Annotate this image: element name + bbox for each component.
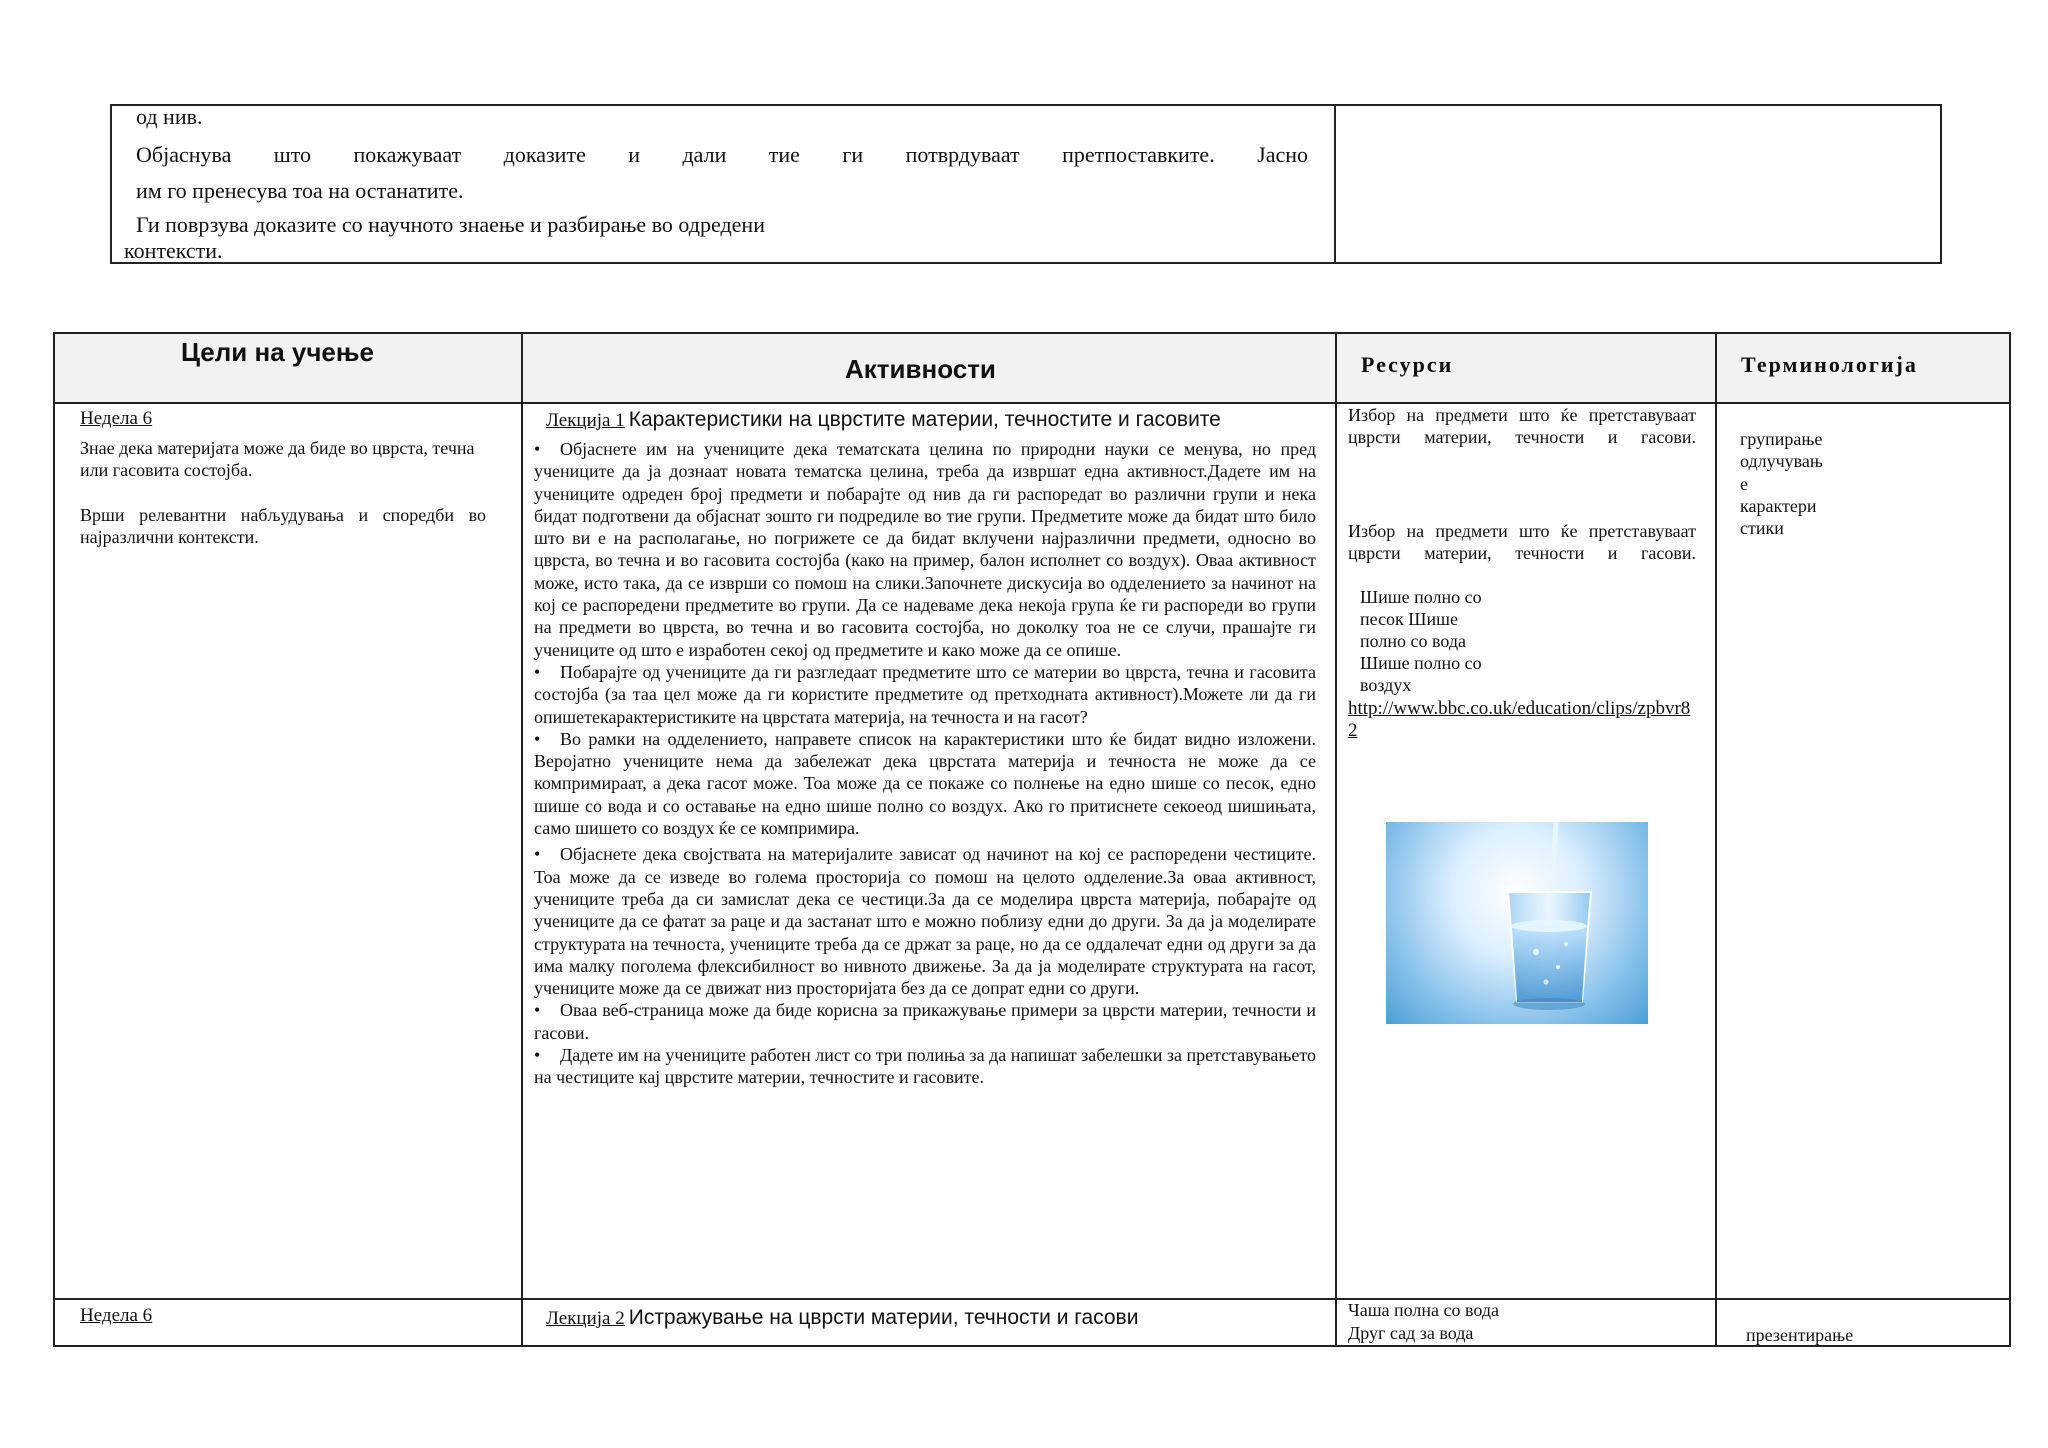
row-divider <box>55 402 2009 404</box>
header-activities: Активности <box>845 354 996 384</box>
top-box-line: Ги поврзува доказите со научното знаење и разбирање во одредени <box>136 212 765 237</box>
term-item: карактери <box>1740 495 1817 516</box>
lesson-title: Истражување на цврсти материи, течности и гасови <box>628 1306 1139 1329</box>
column-divider <box>1715 334 1717 1345</box>
resource-item: Чаша полна со вода <box>1348 1300 1500 1320</box>
goal-item: Врши релевантни набљудувања и споредби во најразлични контексти. <box>80 505 486 548</box>
header-goals: Цели на учење <box>181 337 374 367</box>
goal-item: Знае дека материјата може да биде во цврста, течна или гасовита состојба. <box>80 438 475 481</box>
activities-list <box>534 438 1316 1089</box>
activity-item: • Објаснете им на учениците дека тематската целина по природни науки се менува, но пред учениците да ја дознаат новата тематска целина, треба да извршат една активност.Дадете им на учениците одреден број предмети и побарајте од нив да ги распоредат во различни групи и нека бидат подготвени да објаснат зошто ги подредиле во тие групи. Предметите може да бидат што било што ви е на располагање, но погрижете се да бидат вклучени најразлични предмети, односно во цврста, во течна и во гасовита состојба (како на пример, балон исполнет со воздух). Оваа активност може, исто така, да се изврши со помош на слики.Започнете дискусија во одделението за начинот на кој се распоредени предметите во групи. Да се надеваме дека некоја група ќе ги распореди во групи на предмети во цврста, во течна и во гасовита состојба, но доколку тоа не се случи, прашајте ги учениците од што е изработен секој од предметите и како може да се опише. <box>534 439 1316 660</box>
top-box-line: Објаснува што покажуваат доказите и дали тие ги потврдуваат претпоставките. Јасно <box>136 142 1308 167</box>
top-box-line: им го пренесува тоа на останатите. <box>136 178 464 203</box>
resource-item: Друг сад за вода <box>1348 1323 1474 1343</box>
column-divider <box>521 334 523 1345</box>
bullet-icon: • <box>534 661 541 682</box>
activity-item: • Објаснете дека својствата на материјалите зависат од начинот на кој се распоредени честиците. Тоа може да се изведе во голема просторија со помош на целото одделение.За оваа активност, учениците треба да си замислат дека се честици.За да се моделира цврста материја, побарајте од учениците да се фатат за раце и да застанат што е можно поблизу едни до други. За да ја моделирате структурата на течноста, учениците треба да се држат за раце, но да се оддалечат едни од други за да има малку поголема флексибилност во нивното движење. За да ја моделирате структурата на гасот, учениците може да се движат низ просторијата без да се допрат едни со други. <box>534 844 1316 999</box>
resource-item: песок Шише <box>1360 609 1458 629</box>
top-box-line: од нив. <box>136 104 203 129</box>
resource-item: полно со вода <box>1360 631 1467 651</box>
term-item: е <box>1740 473 1748 494</box>
row-divider <box>55 1298 2009 1300</box>
bullet-icon: • <box>534 844 541 865</box>
bullet-icon: • <box>534 728 541 749</box>
glass-of-water-image <box>1386 822 1648 1024</box>
resource-item: Избор на предмети што ќе претставуваат цврсти материи, течности и гасови. <box>1348 405 1696 448</box>
top-continuation-box <box>110 104 1942 264</box>
bullet-icon: • <box>534 439 541 459</box>
week-label: Недела 6 <box>80 1305 153 1326</box>
activity-item: • Оваа веб-страница може да биде корисна за прикажување примери за цврсти материи, течности и гасови. <box>534 1000 1316 1043</box>
lesson-label: Лекција 1 <box>546 410 625 431</box>
term-item: презентирање <box>1746 1325 1854 1345</box>
resource-item: Шише полно со <box>1360 653 1482 673</box>
term-item: одлучувањ <box>1740 451 1823 472</box>
lesson-heading <box>546 408 1221 432</box>
week-label: Недела 6 <box>80 408 153 429</box>
resource-link[interactable]: http://www.bbc.co.uk/education/clips/zpbvr82 <box>1348 698 1691 742</box>
top-box-line: контексти. <box>124 238 223 263</box>
activity-item: • Дадете им на учениците работен лист со три полиња за да напишат забелешки за претставувањето на честиците кај цврстите материи, течностите и гасовите. <box>534 1045 1316 1088</box>
term-item: групирање <box>1740 429 1823 449</box>
top-box-divider <box>1334 106 1336 262</box>
lesson-label: Лекција 2 <box>546 1308 625 1329</box>
resource-item: Шише полно со <box>1360 587 1482 607</box>
header-resources: Ресурси <box>1361 352 1454 377</box>
terminology-list <box>1740 428 1823 539</box>
lesson-title: Карактеристики на цврстите материи, течностите и гасовите <box>628 408 1221 431</box>
header-terminology: Терминологија <box>1741 352 1918 377</box>
bullet-icon: • <box>534 1045 541 1066</box>
lesson-heading <box>546 1306 1138 1330</box>
activity-item: • Побарајте од учениците да ги разгледаат предметите што се материи во цврста, течна и гасовита состојба (за таа цел може да ги користите предметите од претходната активност).Можете ли да ги опишетекарактеристиките на цврстата материја, на течноста и на гасот? <box>534 661 1316 727</box>
term-item: стики <box>1740 518 1784 539</box>
resource-item: Избор на предмети што ќе претставуваат цврсти материи, течности и гасови. <box>1348 521 1696 564</box>
column-divider <box>1335 334 1337 1345</box>
resource-item: воздух <box>1360 675 1412 695</box>
activity-item: • Во рамки на одделението, направете список на карактеристики што ќе бидат видно изложени. Веројатно учениците нема да забележат дека цврстата материја и течноста не може да се компримираат, а дека гасот може. Тоа може да се покаже со полнење на едно шише со песок, едно шише со вода и со оставање на едно шише полно со воздух. Ако го притиснете секоеод шишињата, само шишето со воздух ќе се компримира. <box>534 728 1316 839</box>
bullet-icon: • <box>534 1000 541 1021</box>
glass-of-water-icon <box>1386 822 1648 1024</box>
